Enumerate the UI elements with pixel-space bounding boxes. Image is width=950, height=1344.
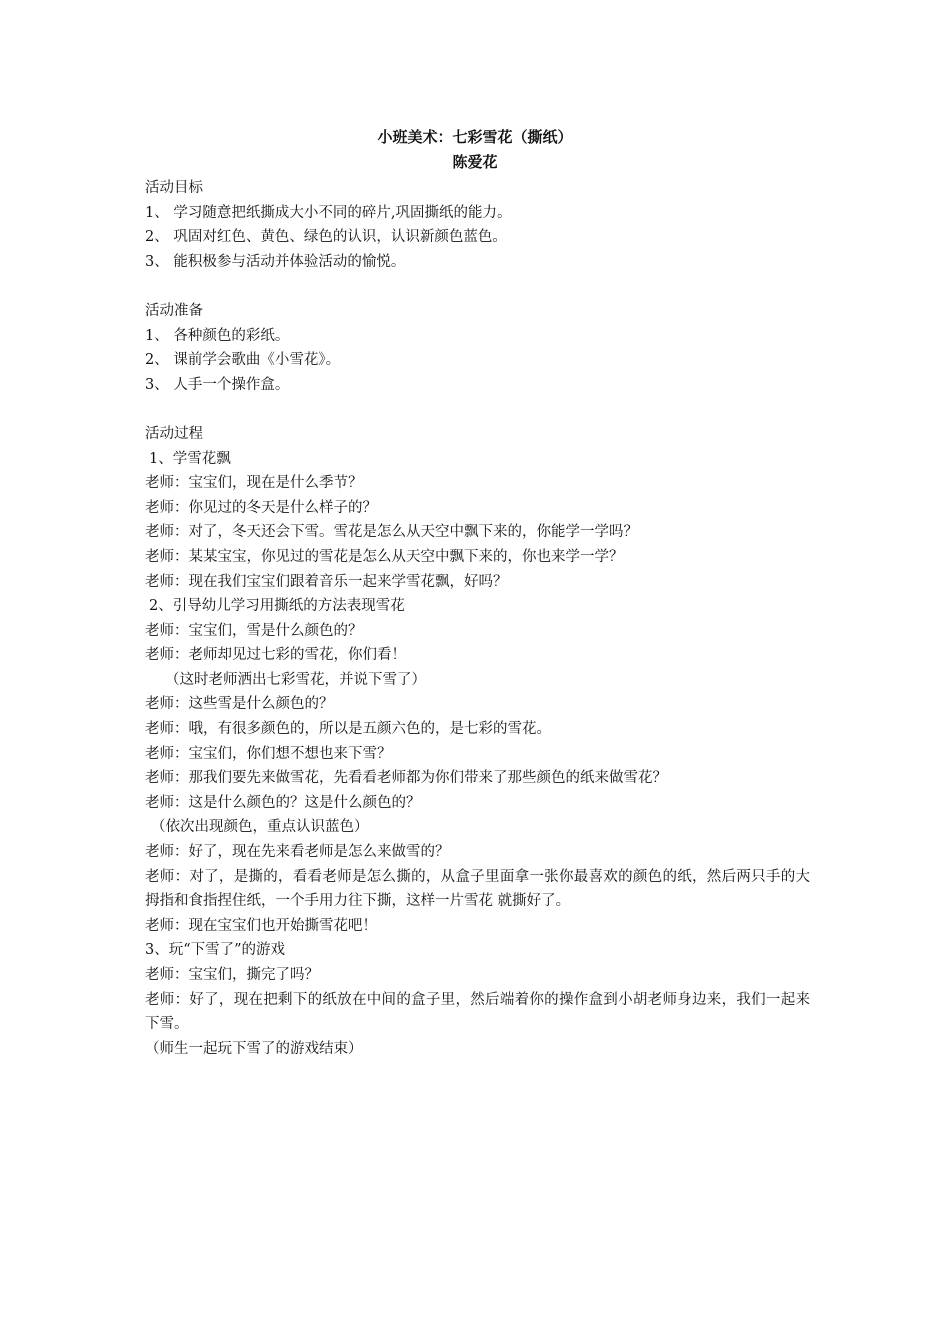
process-note: （这时老师洒出七彩雪花，并说下雪了） <box>165 671 426 688</box>
goal-item: 3、 能积极参与活动并体验活动的愉悦。 <box>145 253 406 270</box>
document-author: 陈爱花 <box>452 153 498 171</box>
blank-line <box>145 274 810 299</box>
process-line: 老师：老师却见过七彩的雪花，你们看！ <box>145 647 406 664</box>
process-line: 老师：这是什么颜色的？这是什么颜色的？ <box>145 794 421 811</box>
process-line: 老师：这些雪是什么颜色的？ <box>145 696 334 713</box>
process-step-heading: 3、玩“下雪了”的游戏 <box>145 942 286 959</box>
section-heading-goals: 活动目标 <box>145 180 203 196</box>
process-line: 老师：宝宝们，你们想不想也来下雪？ <box>145 745 392 762</box>
section-heading-process: 活动过程 <box>145 425 203 442</box>
process-note: （师生一起玩下雪了的游戏结束） <box>145 1040 363 1057</box>
process-line: 老师：现在宝宝们也开始撕雪花吧！ <box>145 917 377 934</box>
process-line: 老师：好了，现在把剩下的纸放在中间的盒子里，然后端着你的操作盒到小胡老师身边来，我们一起来下雪。 <box>145 991 810 1033</box>
document-title: 小班美术：七彩雪花（撕纸） <box>377 128 573 146</box>
process-line: 老师：对了，是撕的，看看老师是怎么撕的，从盒子里面拿一张你最喜欢的颜色的纸，然后两只手的大拇指和食指捏住纸，一个手用力往下撕，这样一片雪花 就撕好了。 <box>145 868 810 910</box>
process-step-heading: 2、引导幼儿学习用撕纸的方法表现雪花 <box>149 598 405 615</box>
prep-item: 1、 各种颜色的彩纸。 <box>145 327 290 344</box>
process-step-heading: 1、学雪花飘 <box>149 450 231 467</box>
process-line: 老师：你见过的冬天是什么样子的？ <box>145 499 377 516</box>
process-line: 老师：某某宝宝，你见过的雪花是怎么从天空中飘下来的，你也来学一学？ <box>145 548 624 565</box>
goal-item: 2、 巩固对红色、黄色、绿色的认识，认识新颜色蓝色。 <box>145 229 507 246</box>
process-line: 老师：对了，冬天还会下雪。雪花是怎么从天空中飘下来的，你能学一学吗？ <box>145 524 638 541</box>
prep-item: 2、 课前学会歌曲《小雪花》。 <box>145 352 341 369</box>
process-note: （依次出现颜色，重点认识蓝色） <box>151 819 369 836</box>
process-line: 老师：好了，现在先来看老师是怎么来做雪的？ <box>145 844 450 861</box>
process-line: 老师：宝宝们，现在是什么季节？ <box>145 475 363 492</box>
blank-line <box>145 397 810 422</box>
goal-item: 1、 学习随意把纸撕成大小不同的碎片,巩固撕纸的能力。 <box>145 204 512 221</box>
process-line: 老师：哦，有很多颜色的，所以是五颜六色的，是七彩的雪花。 <box>145 721 551 738</box>
prep-item: 3、 人手一个操作盒。 <box>145 376 290 393</box>
process-line: 老师：现在我们宝宝们跟着音乐一起来学雪花飘，好吗？ <box>145 573 508 590</box>
document-body <box>145 176 810 1061</box>
section-heading-prep: 活动准备 <box>145 302 203 319</box>
process-line: 老师：宝宝们，雪是什么颜色的？ <box>145 622 363 639</box>
process-line: 老师：那我们要先来做雪花，先看看老师都为你们带来了那些颜色的纸来做雪花？ <box>145 770 667 787</box>
process-line: 老师：宝宝们，撕完了吗？ <box>145 967 319 983</box>
